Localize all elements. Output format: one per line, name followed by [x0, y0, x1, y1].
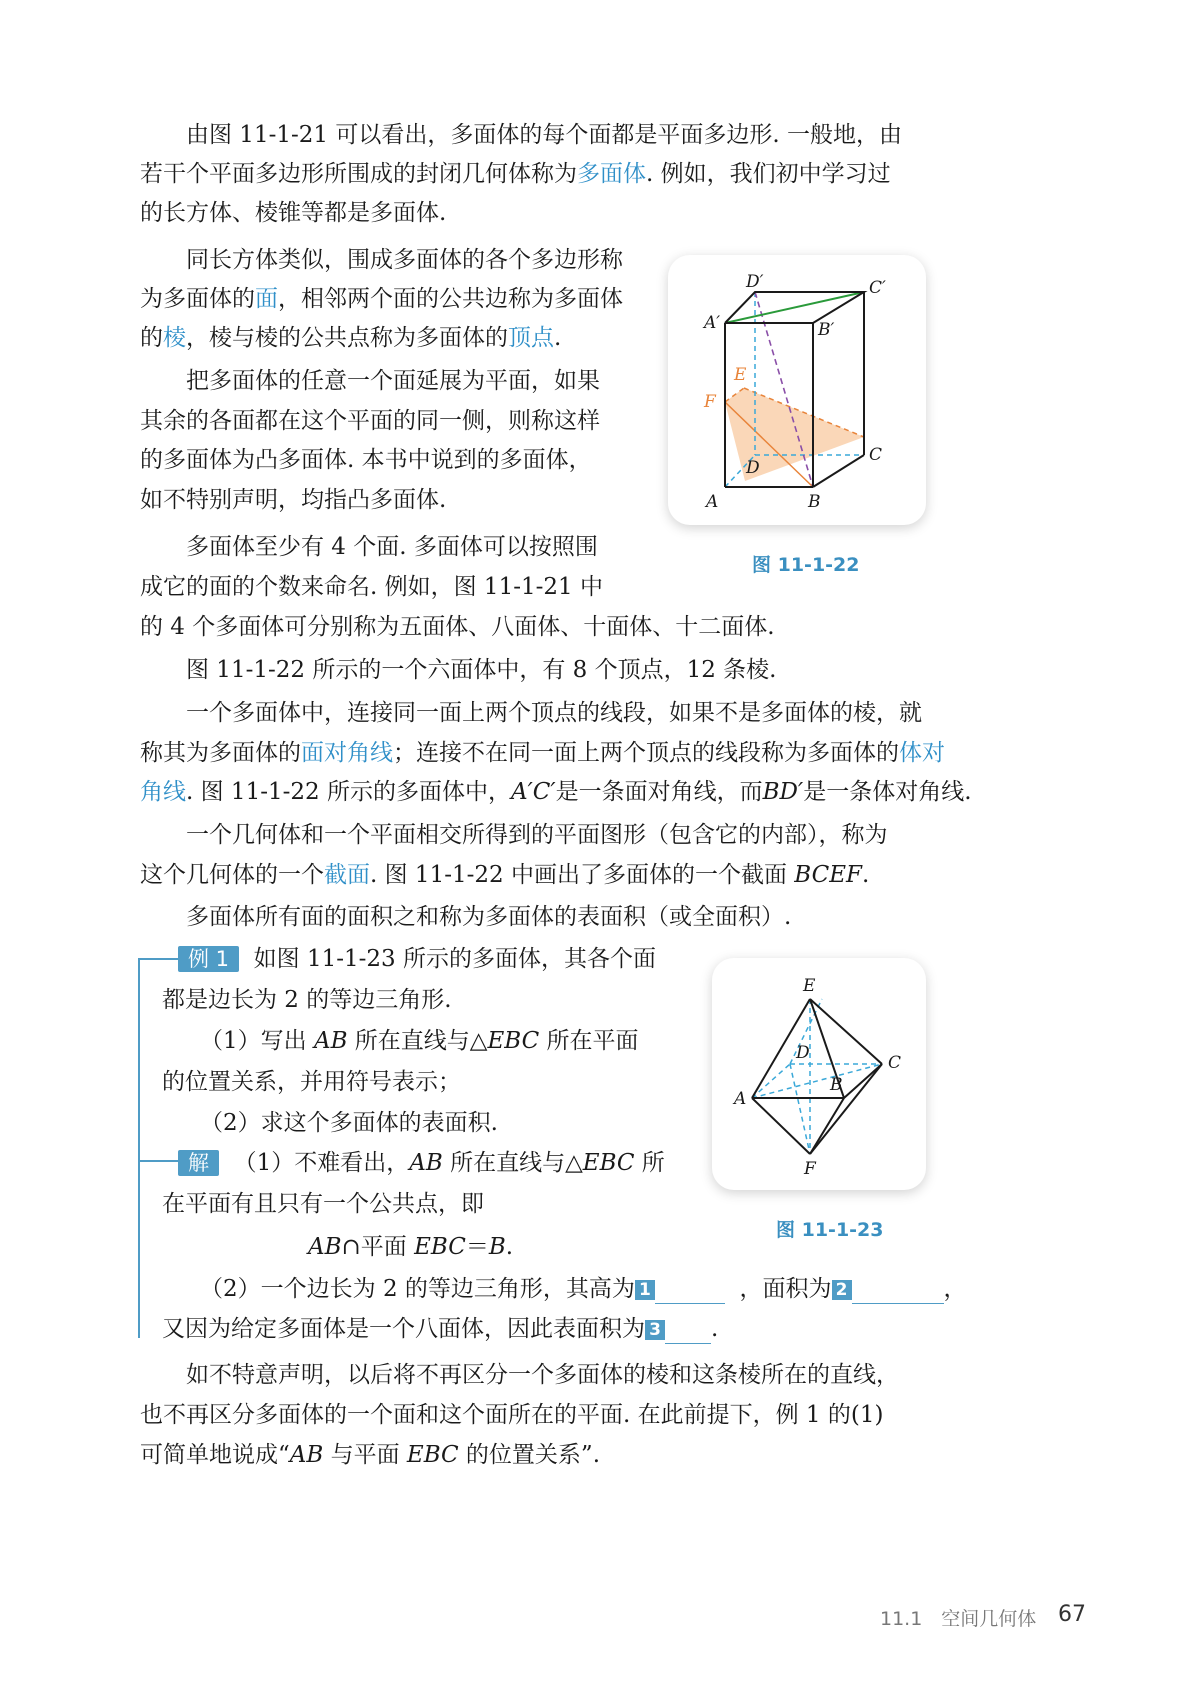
- p4-line2: 成它的面的个数来命名. 例如，图 11-1-21 中: [140, 574, 603, 600]
- p3-line2: 其余的各面都在这个平面的同一侧，则称这样: [140, 408, 600, 434]
- p4-line1: 多面体至少有 4 个面. 多面体可以按照围: [186, 534, 598, 560]
- text: ＝: [465, 1234, 489, 1260]
- solution-line2: 在平面有且只有一个公共点，即: [162, 1191, 484, 1217]
- edge-af: [752, 1098, 810, 1154]
- p7-line1: 一个几何体和一个平面相交所得到的平面图形（包含它的内部），称为: [186, 822, 888, 848]
- text: .: [861, 862, 870, 888]
- p7-line2: [140, 860, 869, 890]
- octahedron-diagram: [712, 958, 926, 1190]
- p9-line3: [140, 1440, 600, 1470]
- page-number: 67: [1058, 1602, 1086, 1627]
- math: BD′: [762, 779, 804, 805]
- label-b: B: [830, 1075, 843, 1095]
- text: .: [554, 325, 562, 351]
- text: 所在直线与△: [347, 1028, 488, 1054]
- blank-3-field[interactable]: [665, 1321, 711, 1344]
- text: ；连接不在同一面上两个顶点的线段称为多面体的: [393, 740, 899, 766]
- figure-caption-11-1-23: 图 11-1-23: [776, 1219, 884, 1241]
- blank-1-field[interactable]: [655, 1281, 725, 1304]
- keyword-body-diagonal-part1: 体对: [899, 740, 945, 766]
- math: AB: [313, 1028, 348, 1054]
- example-line4: 的位置关系，并用符号表示；: [162, 1069, 461, 1095]
- solution-line3: [308, 1232, 513, 1262]
- edge-bf: [810, 1098, 844, 1154]
- p4-line3: 的 4 个多面体可分别称为五面体、八面体、十面体、十二面体.: [140, 614, 775, 640]
- keyword-polyhedron: 多面体: [577, 161, 646, 187]
- figure-11-1-22: [668, 255, 926, 525]
- p1-line2: [140, 159, 891, 189]
- figure-11-1-23: [712, 958, 926, 1190]
- figure-caption-11-1-22: 图 11-1-22: [752, 554, 860, 576]
- text: 是一条面对角线，而: [555, 779, 763, 805]
- text: .: [711, 1316, 719, 1342]
- math: A′C′: [510, 779, 556, 805]
- text: .: [505, 1234, 514, 1260]
- blank-1-marker: 1: [635, 1280, 655, 1300]
- p2-line1: 同长方体类似，围成多面体的各个多边形称: [186, 247, 623, 273]
- label-d: D: [746, 458, 760, 478]
- prism-diagram: [668, 255, 926, 525]
- p1-line3: 的长方体、棱锥等都是多面体.: [140, 200, 447, 226]
- text: 所: [634, 1150, 665, 1176]
- math: EBC: [487, 1028, 540, 1054]
- text: 又因为给定多面体是一个八面体，因此表面积为: [162, 1316, 645, 1342]
- math: AB: [409, 1150, 443, 1176]
- text: . 图 11-1-22 中画出了多面体的一个截面: [370, 862, 795, 888]
- text: 是一条体对角线.: [803, 779, 972, 805]
- p3-line3: 的多面体为凸多面体. 本书中说到的多面体，: [140, 447, 592, 473]
- edge-bc: [813, 455, 864, 487]
- p6-line2: [140, 738, 945, 768]
- blank-3-marker: 3: [645, 1320, 665, 1340]
- keyword-face: 面: [255, 286, 278, 312]
- keyword-edge: 棱: [163, 325, 186, 351]
- math: BCEF: [794, 862, 862, 888]
- example-line2: 都是边长为 2 的等边三角形.: [162, 987, 452, 1013]
- label-b: B: [808, 492, 821, 512]
- label-f: F: [804, 1159, 816, 1179]
- text: . 例如，我们初中学习过: [646, 161, 891, 187]
- p8-line1: 多面体所有面的面积之和称为多面体的表面积（或全面积）.: [186, 904, 792, 930]
- p2-line2: [140, 284, 623, 314]
- text: （1）不难看出，: [233, 1150, 410, 1176]
- keyword-vertex: 顶点: [508, 325, 554, 351]
- solution-tag: 解: [178, 1150, 219, 1176]
- p6-line1: 一个多面体中，连接同一面上两个顶点的线段，如果不是多面体的棱，就: [186, 700, 922, 726]
- solution-line1: [178, 1148, 665, 1178]
- math: EBC: [406, 1442, 459, 1468]
- label-e: E: [734, 365, 747, 385]
- example-bracket-tick-1: [138, 958, 178, 960]
- math: EBC: [414, 1234, 466, 1260]
- text: ，棱与棱的公共点称为多面体的: [186, 325, 508, 351]
- text: ，相邻两个面的公共边称为多面体: [278, 286, 623, 312]
- text: 若干个平面多边形所围成的封闭几何体称为: [140, 161, 577, 187]
- blank-2-field[interactable]: [852, 1281, 944, 1304]
- text: 这个几何体的一个: [140, 862, 324, 888]
- text: ，面积为: [739, 1276, 832, 1302]
- label-bp: B′: [818, 320, 835, 340]
- solution-line5: [162, 1314, 718, 1344]
- p6-line3: [140, 777, 972, 807]
- keyword-face-diagonal: 面对角线: [301, 740, 393, 766]
- example-bracket: [138, 958, 140, 1338]
- example-line1: [178, 944, 656, 974]
- text: ∩平面: [341, 1234, 415, 1260]
- label-dp: D′: [746, 272, 764, 292]
- running-footer-section: 11.1 空间几何体: [880, 1608, 1037, 1630]
- text: （2）一个边长为 2 的等边三角形，其高为: [200, 1276, 635, 1302]
- math: B: [488, 1234, 506, 1260]
- edge-cf: [810, 1064, 882, 1154]
- text: 与平面: [323, 1442, 407, 1468]
- p2-line3: [140, 323, 561, 353]
- keyword-cross-section: 截面: [324, 862, 370, 888]
- blank-2-marker: 2: [832, 1280, 852, 1300]
- label-a: A: [706, 492, 719, 512]
- text: 可简单地说成“: [140, 1442, 290, 1468]
- example-bracket-tick-2: [138, 1160, 178, 1162]
- text: 所在直线与△: [442, 1150, 583, 1176]
- example-line3: [200, 1026, 639, 1056]
- p9-line2: 也不再区分多面体的一个面和这个面所在的平面. 在此前提下，例 1 的(1): [140, 1402, 884, 1428]
- text: （1）写出: [200, 1028, 314, 1054]
- math: AB: [308, 1234, 342, 1260]
- edge-bc: [844, 1064, 882, 1098]
- text: 为多面体的: [140, 286, 255, 312]
- math: EBC: [582, 1150, 635, 1176]
- p3-line4: 如不特别声明，均指凸多面体.: [140, 487, 447, 513]
- p9-line1: 如不特意声明，以后将不再区分一个多面体的棱和这条棱所在的直线，: [186, 1362, 899, 1388]
- text: ，: [943, 1276, 967, 1302]
- text: . 图 11-1-22 所示的多面体中，: [186, 779, 511, 805]
- p5-line1: 图 11-1-22 所示的一个六面体中，有 8 个顶点，12 条棱.: [186, 657, 777, 683]
- label-d: D: [796, 1043, 810, 1063]
- edge-df: [790, 1064, 810, 1154]
- label-ap: A′: [704, 313, 721, 333]
- solution-line4: [200, 1274, 967, 1304]
- example-tag: 例 1: [178, 946, 239, 972]
- text: 称其为多面体的: [140, 740, 301, 766]
- text: 所在平面: [539, 1028, 639, 1054]
- visible-edges: [752, 999, 882, 1154]
- example-line5: （2）求这个多面体的表面积.: [200, 1110, 498, 1136]
- label-c: C: [888, 1053, 902, 1073]
- math: AB: [289, 1442, 324, 1468]
- label-e: E: [803, 976, 816, 996]
- text: 的: [140, 325, 163, 351]
- face-diagonal-apcp: [725, 292, 864, 323]
- label-c: C: [869, 445, 883, 465]
- text: 如图 11-1-23 所示的多面体，其各个面: [253, 946, 657, 972]
- keyword-body-diagonal-part2: 角线: [140, 779, 186, 805]
- text: 的位置关系”.: [458, 1442, 601, 1468]
- label-a: A: [734, 1089, 747, 1109]
- p3-line1: 把多面体的任意一个面延展为平面，如果: [186, 368, 600, 394]
- p1-line1: 由图 11-1-21 可以看出，多面体的每个面都是平面多边形. 一般地，由: [186, 122, 902, 148]
- label-cp: C′: [869, 278, 886, 298]
- label-f: F: [704, 392, 716, 412]
